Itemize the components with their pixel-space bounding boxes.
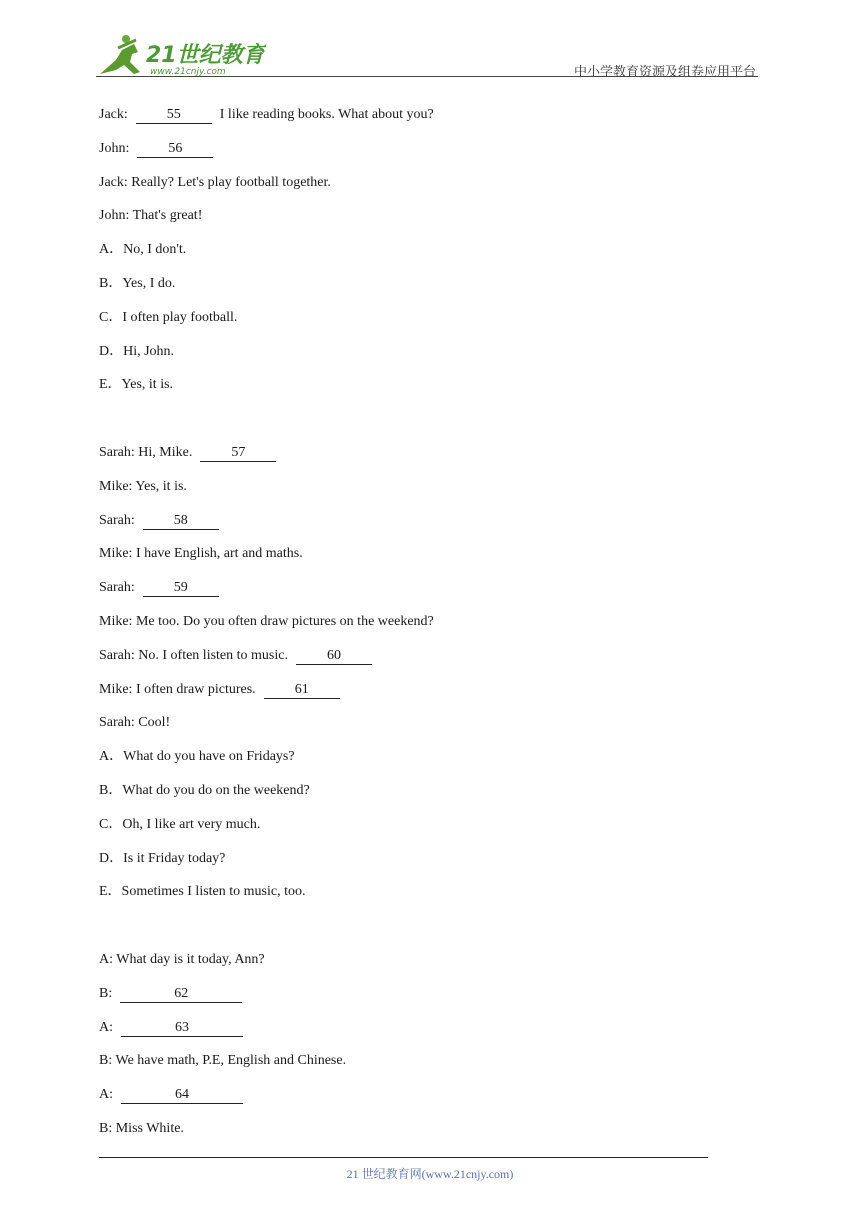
answer-blank[interactable]: 57 <box>200 445 276 462</box>
runner-icon <box>100 35 140 74</box>
answer-blank[interactable]: 63 <box>121 1020 243 1037</box>
option-item: B．Yes, I do. <box>99 275 176 291</box>
dialog-line: Mike: Me too. Do you often draw pictures on the weekend? <box>99 613 434 629</box>
answer-blank[interactable]: 55 <box>136 107 212 124</box>
spacer <box>99 409 759 443</box>
dialog-line: John: That's great! <box>99 208 203 224</box>
document-body <box>99 105 759 1153</box>
dialog-line: Jack: 55 I like reading books. What about you? <box>99 107 434 122</box>
answer-blank[interactable]: 59 <box>143 580 219 597</box>
logo <box>96 32 266 76</box>
logo-url: www.21cnjy.com <box>150 67 226 76</box>
page-header <box>96 28 758 78</box>
answer-blank[interactable]: 64 <box>121 1087 243 1104</box>
option-item: B．What do you do on the weekend? <box>99 782 310 798</box>
dialog-line: Mike: I have English, art and maths. <box>99 546 303 562</box>
answer-blank[interactable]: 62 <box>120 986 242 1003</box>
option-item: E．Yes, it is. <box>99 377 174 393</box>
footer-rule <box>99 1157 708 1158</box>
footer-text[interactable]: 21 世纪教育网(www.21cnjy.com) <box>346 1167 514 1181</box>
dialog-line: B: We have math, P.E, English and Chinese. <box>99 1053 347 1069</box>
dialog-line: Sarah: 59 <box>99 578 759 612</box>
option-item: E．Sometimes I listen to music, too. <box>99 884 306 900</box>
dialog-line: Sarah: No. I often listen to music. 60 <box>99 646 759 680</box>
answer-blank[interactable]: 61 <box>264 682 340 699</box>
option-item: D．Is it Friday today? <box>99 850 226 866</box>
answer-blank[interactable]: 56 <box>137 141 213 158</box>
dialog-line: A: 63 <box>99 1018 759 1052</box>
dialog-line: Sarah: Cool! <box>99 715 171 731</box>
answer-blank[interactable]: 58 <box>143 513 219 530</box>
dialog-line: Sarah: 58 <box>99 511 759 545</box>
answer-blank[interactable]: 60 <box>296 648 372 665</box>
spacer <box>99 916 759 950</box>
dialog-line: Mike: I often draw pictures. 61 <box>99 680 759 714</box>
dialog-line: B: Miss White. <box>99 1120 184 1136</box>
dialog-line: A: 64 <box>99 1085 759 1119</box>
dialog-line: A: What day is it today, Ann? <box>99 951 265 967</box>
option-item: D．Hi, John. <box>99 343 175 359</box>
dialog-line: B: 62 <box>99 984 759 1018</box>
dialog-line: Sarah: Hi, Mike. 57 <box>99 443 759 477</box>
logo-text: 21世纪教育 <box>146 43 265 68</box>
option-item: A．What do you have on Fridays? <box>99 749 295 765</box>
dialog-line: John: 56 <box>99 139 759 173</box>
option-item: C．I often play football. <box>99 309 238 325</box>
header-rule <box>96 76 758 77</box>
option-item: A．No, I don't. <box>99 242 187 258</box>
option-item: C．Oh, I like art very much. <box>99 816 261 832</box>
header-platform-text: 中小学教育资源及组卷应用平台 <box>573 65 756 80</box>
dialog-line: Mike: Yes, it is. <box>99 478 187 494</box>
dialog-line: Jack: Really? Let's play football together. <box>99 174 331 190</box>
